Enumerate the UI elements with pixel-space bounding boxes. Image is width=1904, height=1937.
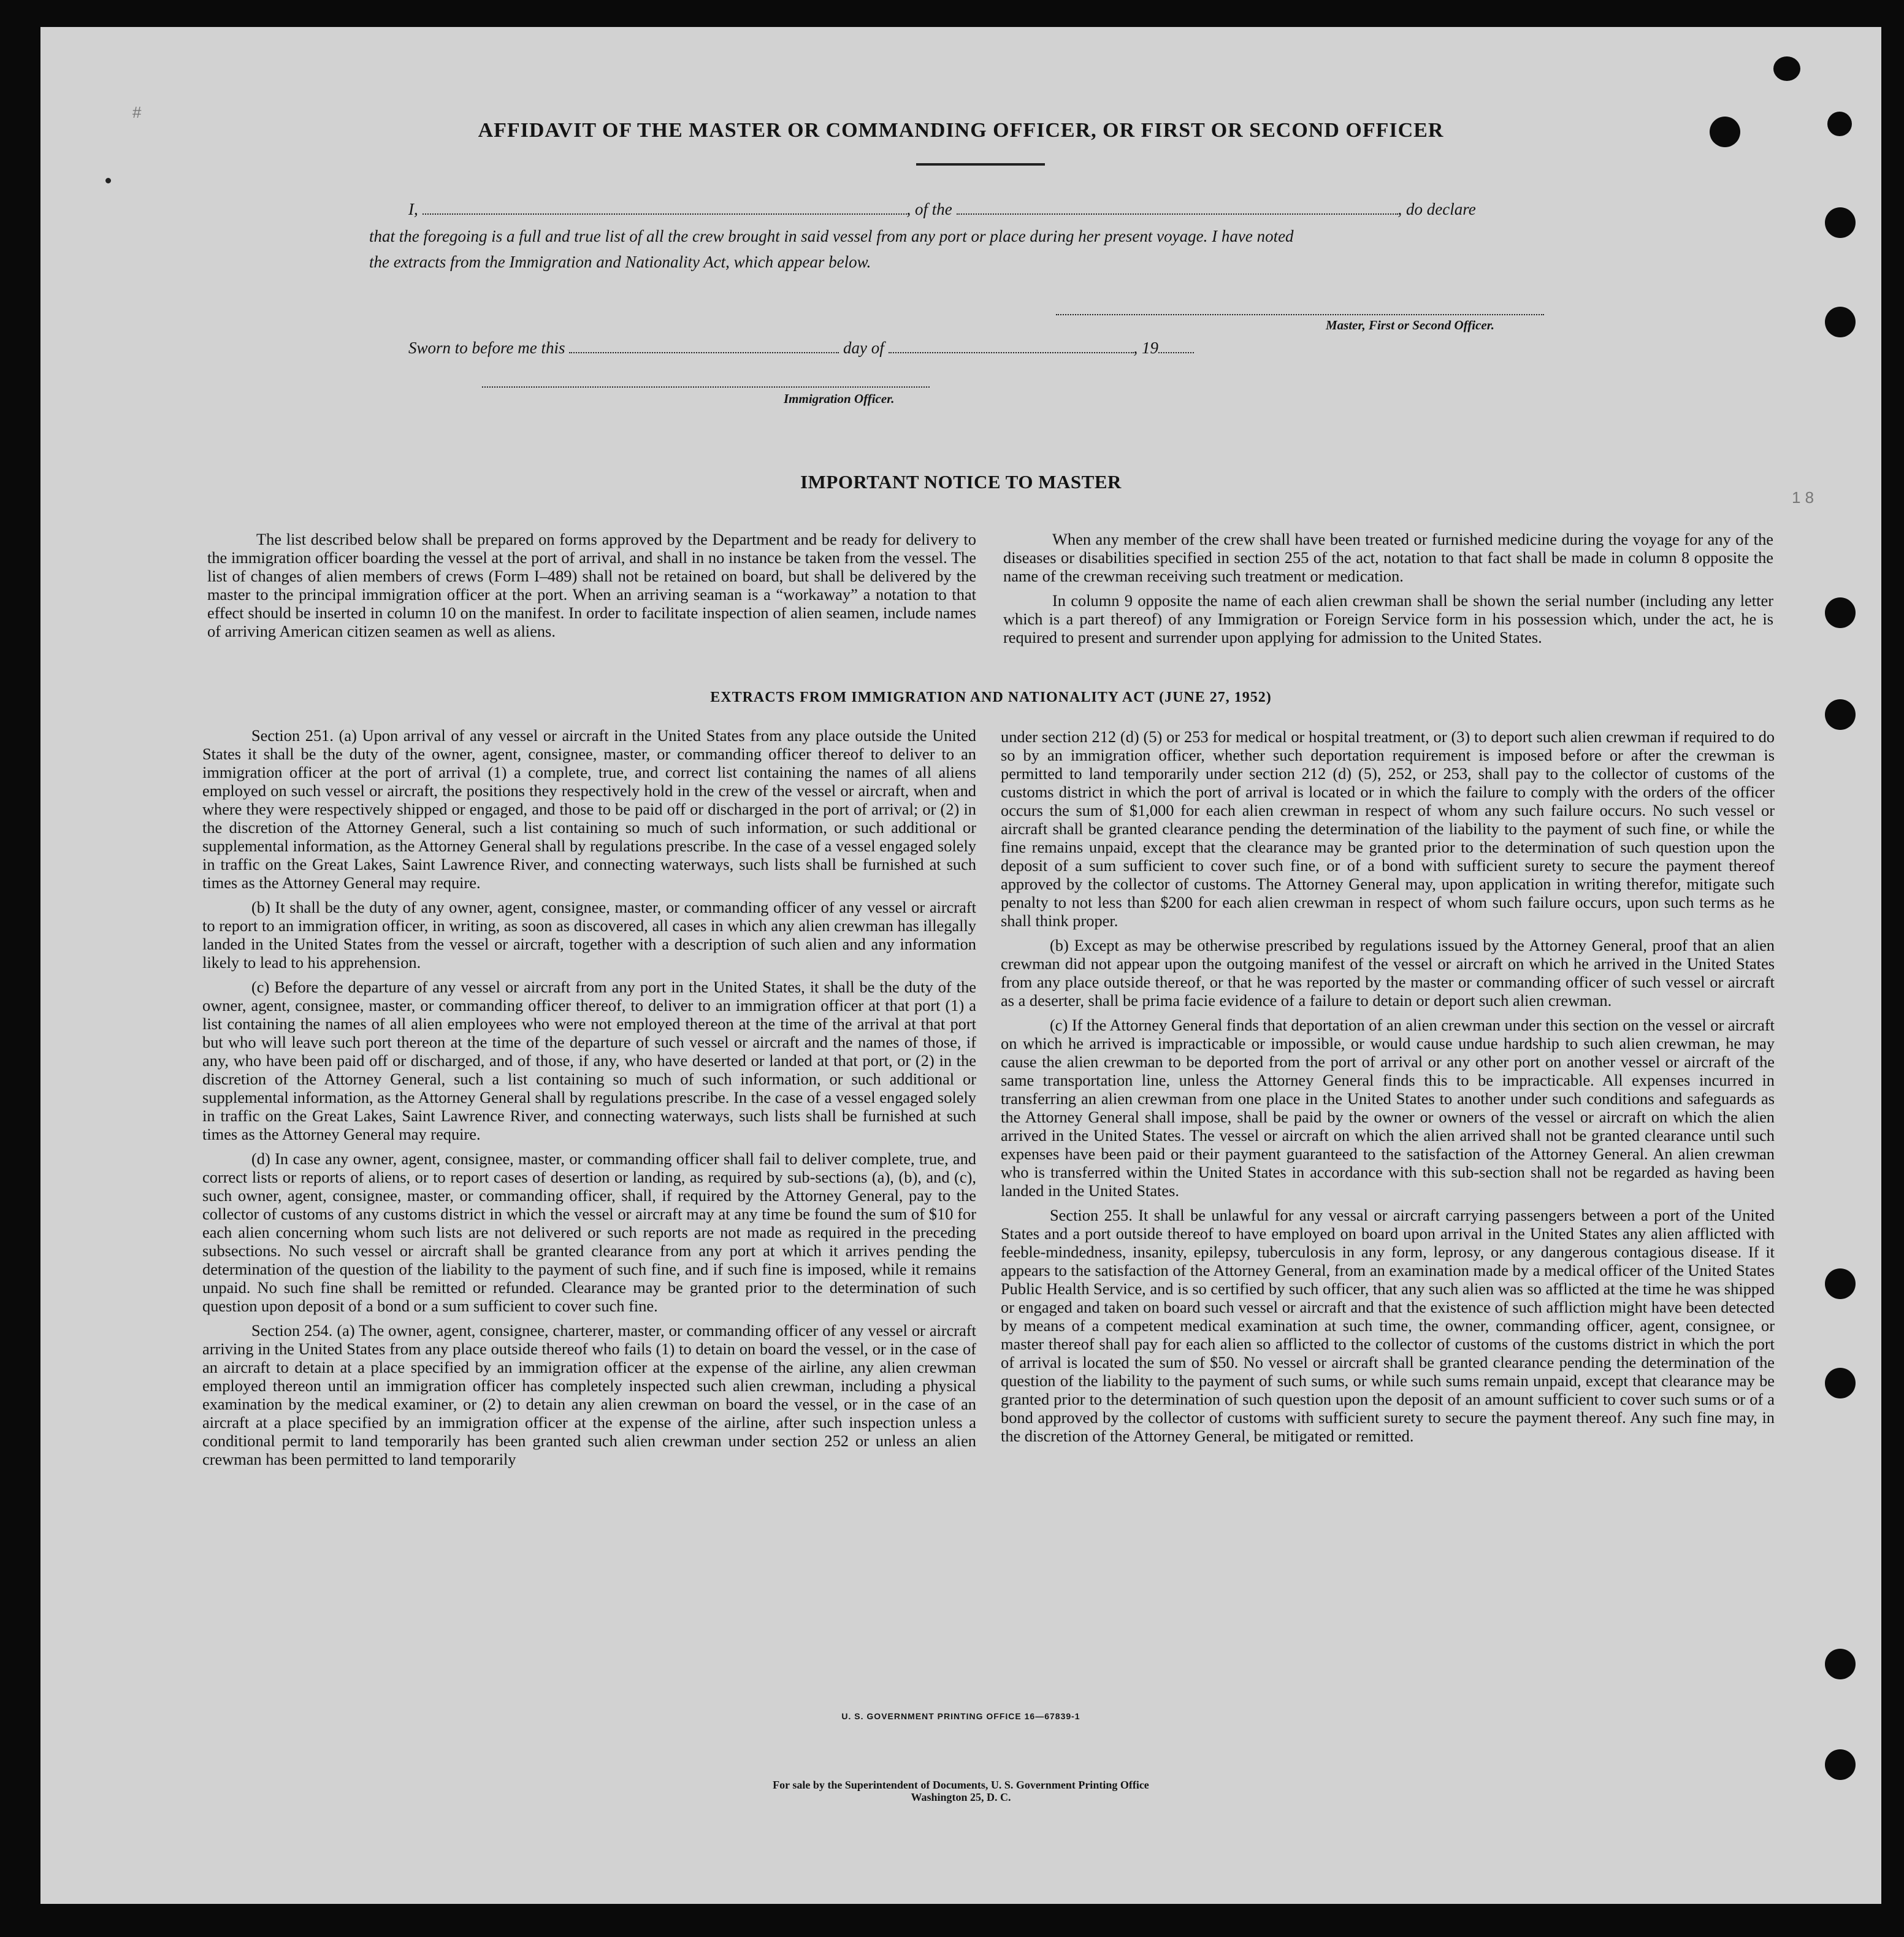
margin-number-right: 1 8	[1792, 488, 1814, 507]
declaration-text-2: the extracts from the Immigration and Nationality Act, which appear below.	[369, 253, 871, 271]
section-251-a: Section 251. (a) Upon arrival of any vessel or aircraft in the United States from any place outside the United States it shall be the duty of the owner, agent, consignee, master, or commanding officer thereof to deliver to an immigration officer at the port of arrival (1) a complete, true, and correct list containing the names of all aliens employed on such vessel or aircraft, the positions they respectively hold in the crew of the vessel or aircraft, when and where they were respectively shipped or engaged, and those to be paid off or discharged in the port of arrival; or (2) in the discretion of the Attorney General, such a list containing so much of such information, or such additional or supplemental information, as the Attorney General shall by regulations prescribe. In the case of a vessel engaged solely in traffic on the Great Lakes, Saint Lawrence River, and connecting waterways, such lists shall be furnished at such times as the Attorney General may require.	[202, 726, 976, 892]
section-254-b: (b) Except as may be otherwise prescribed by regulations issued by the Attorney General, proof that an alien crewman did not appear upon the outgoing manifest of the vessel or aircraft on which he arrived in the United States from any place outside thereof, or that he was reported by the master or commanding officer of such vessel or aircraft as a deserter, shall be prima facie evidence of a failure to detain or deport such alien crewman.	[1001, 936, 1775, 1010]
title-underline	[916, 163, 1045, 166]
punch-hole	[1825, 1649, 1856, 1679]
sworn-day-of: day of	[843, 339, 884, 357]
punch-hole	[1825, 597, 1856, 628]
punch-hole	[1825, 307, 1856, 337]
sworn-year-prefix: , 19	[1133, 339, 1158, 357]
declaration-line	[408, 200, 1635, 219]
notice-left-column	[207, 530, 976, 646]
punch-hole	[1773, 56, 1800, 81]
sworn-year-field[interactable]	[1158, 352, 1194, 353]
section-254-c: (c) If the Attorney General finds that deportation of an alien crewman under this section on the vessel or aircraft on which he arrived is impracticable or impossible, or would cause undue hardship to such alien crewman, he may cause the alien crewman to be deported from the port of arrival or any other port on another vessel or aircraft of the same transportation line, unless the Attorney General finds this to be impracticable. All expenses incurred in transferring an alien crewman from one place in the United States to another under such conditions and safeguards as the Attorney General shall impose, shall be paid by the owner or owners of the vessel or aircraft on which the alien arrived in the United States. The vessel or aircraft on which the alien arrived shall not be granted clearance until such expenses have been paid or their payment guaranteed to the satisfaction of the Attorney General. An alien crewman who is transferred within the United States in accordance with this sub-section shall not be regarded as having been landed in the United States.	[1001, 1016, 1775, 1200]
notice-title: IMPORTANT NOTICE TO MASTER	[800, 471, 1122, 493]
notice-left-paragraph: The list described below shall be prepared on forms approved by the Department and be ready for delivery to the immigration officer boarding the vessel at the port of arrival, and shall in no instance be taken from the vessel. The list of changes of alien members of crews (Form I–489) shall not be retained on board, but shall be delivered by the master to the principal immigration officer at the port. When an arriving seaman is a “workaway” a notation to that effect should be inserted in column 10 on the manifest. In order to facilitate inspection of alien seamen, include names of arriving American citizen seamen as well as aliens.	[207, 530, 976, 640]
punch-hole	[1825, 699, 1856, 730]
sworn-month-field[interactable]	[889, 352, 1134, 353]
sale-notice	[40, 1779, 1881, 1803]
officer-signature-label: Immigration Officer.	[784, 391, 895, 406]
punch-hole	[1825, 207, 1856, 238]
master-signature-label: Master, First or Second Officer.	[1326, 318, 1494, 332]
margin-dot	[105, 178, 111, 183]
declaration-text-1: that the foregoing is a full and true list of all the crew brought in said vessel from any port or place during her present voyage. I have noted	[369, 227, 1294, 245]
section-254-a-continued: under section 212 (d) (5) or 253 for medical or hospital treatment, or (3) to deport such alien crewman if required to do so by an immigration officer, whether such deportation requirement is imposed before or after the crewman is permitted to land temporarily under section 212 (d) (5), 252, or 253, shall pay to the collector of customs of the customs district in which the port of arrival is located or in which the failure to comply with the orders of the officer occurs the sum of $1,000 for each alien crewman in respect of whom any such failure occurs. No such vessel or aircraft shall be granted clearance pending the determination of the liability to the payment of such fine, or while the fine remains unpaid, except that the clearance may be granted prior to the determination of such question upon the deposit of a sum sufficient to cover such fine, or of a bond with sufficient surety to secure the payment thereof approved by the collector of customs. The Attorney General may, upon application in writing therefor, mitigate such penalty to not less than $200 for each alien crewman in respect of whom such failure occurs, upon such terms as he shall think proper.	[1001, 727, 1775, 930]
section-255: Section 255. It shall be unlawful for any vessal or aircraft carrying passengers between a port of the United States and a port outside thereof to have employed on board upon arrival in the United States any alien afflicted with feeble-mindedness, insanity, epilepsy, tuberculosis in any form, leprosy, or any dangerous contagious disease. If it appears to the satisfaction of the Attorney General, from an examination made by a medical officer of the United States Public Health Service, and is so certified by such officer, that any such alien was so afflicted at the time he was shipped or engaged and taken on board such vessel or aircraft and that the existence of such affliction might have been detected by means of a competent medical examination at such time, the owner, commanding officer, agent, consignee, or master thereof shall pay for each alien so afflicted to the collector of customs of the customs district in which the port of arrival is located the sum of $50. No vessel or aircraft shall be granted clearance pending the determination of the question of the liability to the payment of such sums, or while such sums remain unpaid, except that clearance may be granted prior to the determination of such question upon the deposit of an amount sufficient to cover such sums or of a bond approved by the collector of customs with sufficient surety to secure the payment thereof. Any such fine may, in the discretion of the Attorney General, be mitigated or remitted.	[1001, 1206, 1775, 1445]
declaration-end: , do declare	[1397, 200, 1476, 218]
margin-mark-left: #	[132, 103, 142, 121]
sworn-line	[408, 339, 1194, 358]
section-251-d: (d) In case any owner, agent, consignee, master, or commanding officer shall fail to deliver complete, true, and correct lists or reports of aliens, or to report cases of desertion or landing, as required by sub-sections (a), (b), and (c), such owner, agent, consignee, master, or commanding officer, shall, if required by the Attorney General, pay to the collector of customs of any customs district in which the vessel or aircraft may at any time be found the sum of $10 for each alien concerning whom such lists are not delivered or such reports are not made as required in the preceding subsections. No such vessel or aircraft shall be granted clearance from any port at which it arrives pending the determination of the question of the liability to the payment of such fine, and if such fine is imposed, while it remains unpaid. No such fine shall be remitted or refunded. Clearance may be granted prior to the determination of such question upon deposit of a bond or a sum sufficient to cover such fine.	[202, 1149, 976, 1315]
sworn-day-field[interactable]	[569, 352, 839, 353]
declaration-i: I,	[408, 200, 418, 218]
notice-right-paragraph-1: When any member of the crew shall have been treated or furnished medicine during the voyage for any of the diseases or disabilities specified in section 255 of the act, notation to that fact shall be made in column 8 opposite the name of the crewman receiving such treatment or medication.	[1003, 530, 1773, 585]
officer-signature-line[interactable]	[482, 386, 930, 388]
form-page	[40, 27, 1881, 1904]
notice-right-column	[1003, 530, 1773, 653]
sworn-prefix: Sworn to before me this	[408, 339, 565, 357]
section-251-b: (b) It shall be the duty of any owner, agent, consignee, master, or commanding officer of any vessel or aircraft to report to an immigration officer, in writing, as soon as discovered, all cases in which any alien crewman has illegally landed in the United States from the vessel or aircraft, together with a description of such alien and any information likely to lead to his apprehension.	[202, 898, 976, 972]
section-251-c: (c) Before the departure of any vessel or aircraft from any port in the United States, it shall be the duty of the owner, agent, consignee, master, or commanding officer thereof, to deliver to an immigration officer at that port (1) a list containing the names of all alien employees who were not employed thereon at the time of the arrival at that port but who will leave such port thereon at the time of the departure of such vessel or aircraft and the names of those, if any, who have been paid off or discharged, and of those, if any, who have deserted or landed at that port, or (2) in the discretion of the Attorney General, such a list containing so much of such information, or such additional or supplemental information, as the Attorney General shall by regulations prescribe. In the case of a vessel engaged solely in traffic on the Great Lakes, Saint Lawrence River, and connecting waterways, such lists shall be furnished at such times as the Attorney General may require.	[202, 978, 976, 1143]
declaration-of-the: , of the	[906, 200, 952, 218]
extracts-title: EXTRACTS FROM IMMIGRATION AND NATIONALITY ACT (JUNE 27, 1952)	[710, 689, 1272, 705]
gpo-imprint: U. S. GOVERNMENT PRINTING OFFICE 16—67839-1	[841, 1711, 1080, 1721]
notice-right-paragraph-2: In column 9 opposite the name of each alien crewman shall be shown the serial number (including any letter which is a part thereof) of any Immigration or Foreign Service form in his possession which, under the act, he is required to present and surrender upon applying for admission to the United States.	[1003, 591, 1773, 646]
section-254-a: Section 254. (a) The owner, agent, consignee, charterer, master, or commanding officer of any vessel or aircraft arriving in the United States from any place outside thereof who fails (1) to detain on board the vessel, or in the case of an aircraft to detain at a place specified by an immigration officer at the expense of the airline, any alien crewman employed thereon until an immigration officer has completely inspected such alien crewman, including a physical examination by the medical examiner, or (2) to detain any alien crewman on board the vessel, or in the case of an aircraft at a place specified by an immigration officer at the expense of the airline, after such inspection unless a conditional permit to land temporarily has been granted such alien crewman under section 252 or unless an alien crewman has been permitted to land temporarily	[202, 1321, 976, 1468]
punch-hole	[1825, 1368, 1856, 1398]
vessel-name-field[interactable]	[957, 213, 1398, 215]
declarant-name-field[interactable]	[422, 213, 907, 215]
sale-line-2: Washington 25, D. C.	[911, 1791, 1011, 1803]
extracts-right-column	[1001, 727, 1775, 1451]
master-signature-line[interactable]	[1056, 314, 1544, 315]
affidavit-title: AFFIDAVIT OF THE MASTER OR COMMANDING OFFICER, OR FIRST OR SECOND OFFICER	[478, 119, 1444, 142]
sale-line-1: For sale by the Superintendent of Documents, U. S. Government Printing Office	[773, 1779, 1149, 1791]
punch-hole	[1825, 1749, 1856, 1780]
extracts-left-column	[202, 726, 976, 1475]
punch-hole	[1825, 1268, 1856, 1299]
